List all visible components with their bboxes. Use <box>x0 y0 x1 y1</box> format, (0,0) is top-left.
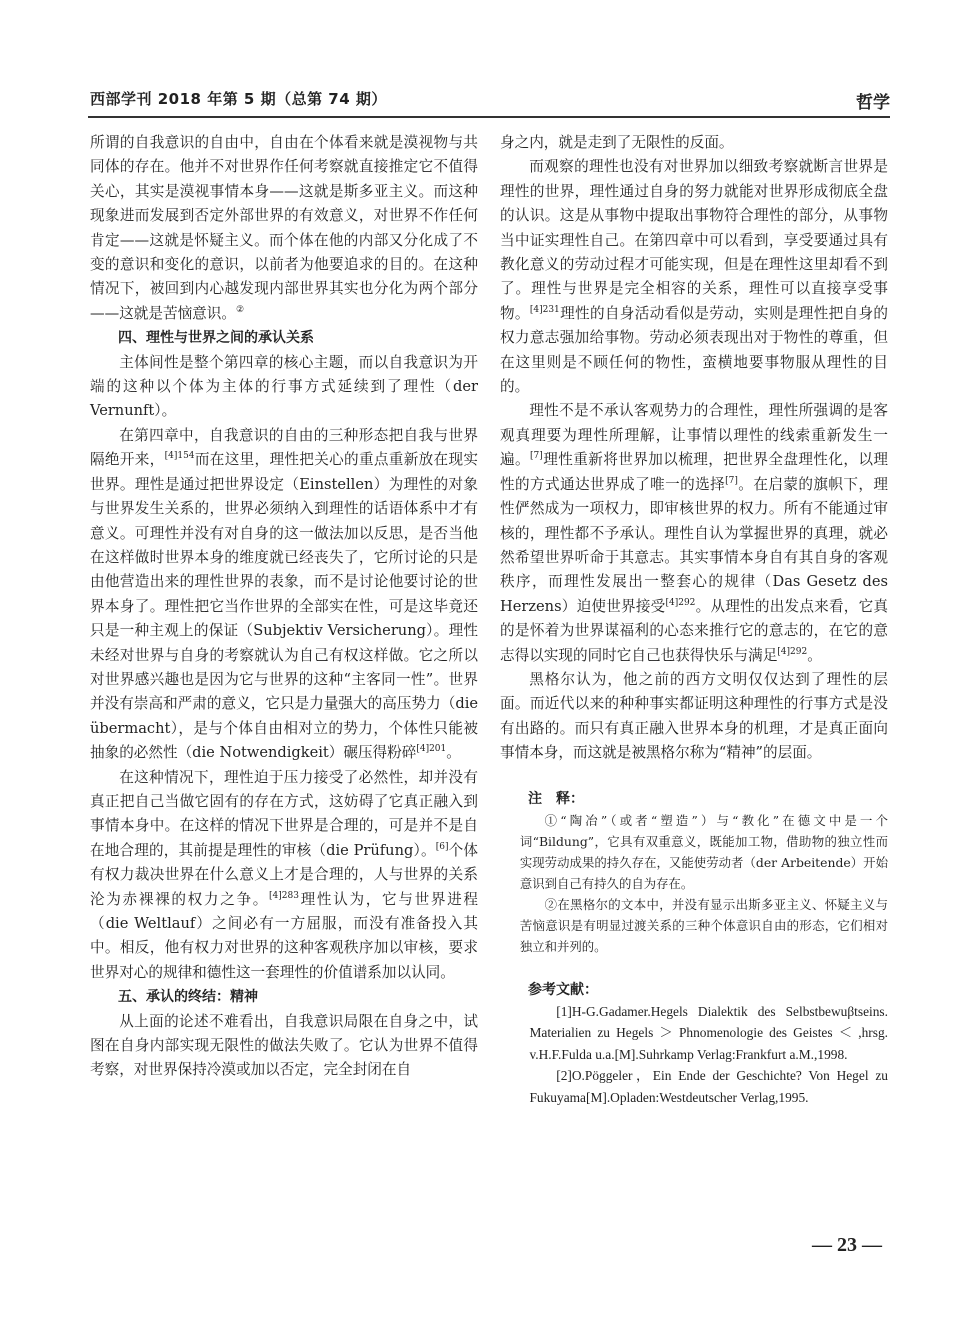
paragraph: 在这种情况下，理性迫于压力接受了必然性，却并没有真正把自己当做它固有的存在方式，这妨碍了它真正融入到事情本身中。在这样的情况下世界是合理的，可是并不是自在地合理的，其前提是理性的审核（die Prüfung）。[6]个体有权力裁决世界在什么意义上才是合理的，人与世界的关系沦为赤裸裸的权力之争。$^{[4]283}$理性认为，它与世界进程（die Weltlauf）之间必有一方屈服，而没有准备投入其中。相反，他有权力对世界的这种客观秩序加以审核，要求世界对心的规律和德性这一套理性的价值谱系加以认同。 <box>90 768 478 981</box>
section-label: 哲学 <box>856 93 890 113</box>
paragraph: 从上面的论述不难看出，自我意识局限在自身之中，试图在自身内部实现无限性的做法失败了。它认为世界不值得考察，对世界保持冷漠或加以否定，完全封闭在自 <box>90 1012 478 1079</box>
note-item: ②在黑格尔的文本中，并没有显示出斯多亚主义、怀疑主义与苦恼意识是有明显过渡关系的三种个体意识自由的形态，它们相对独立和并列的。 <box>519 896 888 954</box>
journal-title: 西部学刊 2018 年第 5 期（总第 74 期） <box>90 90 387 108</box>
paragraph: 身之内，就是走到了无限性的反面。 <box>500 134 734 151</box>
paragraph: 理性不是不承认客观势力的合理性，理性所强调的是客观真理要为理性所理解，让事情以理性的线索重新发生一遍。[7]理性重新将世界加以梳理，把世界全盘理性化，以理性的方式通达世界成了唯一的选择[7]。在启蒙的旗帜下，理性俨然成为一项权力，即审核世界的权力。所有不能通过审核的，理性都不予承认。理性自认为掌握世界的真理，就必然希望世界听命于其意志。其实事情本身自有其自身的客观秩序，而理性发展出一整套心的规律（Das Gesetz des Herzens）迫使世界接受$^{[4]292}$。从理性的出发点来看，它真的是怀着为世界谋福利的心态来推行它的意志的，在它的意志得以实现的同时它自己也获得快乐与满足$^{[4]292}$。 <box>500 402 888 664</box>
section-heading: 五、承认的终结：精神 <box>118 989 258 1006</box>
reference-item: [1]H-G.Gadamer.Hegels Dialektik des Selbstbewuβtseins. Materialien zu Hegels ＞ Phnomenologie des Geistes ＜ ,hrsg. v.H.F.Fulda u.a.[M].Suhrkamp Verlag:Frankfurt a.M.,1998. <box>529 1003 888 1062</box>
page-header <box>90 84 890 118</box>
references-title: 参考文献： <box>528 981 598 998</box>
reference-item: [2]O.Pöggeler，Ein Ende der Geschichte? Von Hegel zu Fukuyama[M].Opladen:Westdeutscher Verlag,1995. <box>529 1068 888 1105</box>
left-column <box>90 131 478 1083</box>
page-number: — 23 — <box>812 1234 882 1256</box>
paragraph: 在第四章中，自我意识的自由的三种形态把自我与世界隔绝开来，$^{[4]154}$而在这里，理性把关心的重点重新放在现实世界。理性是通过把世界设定（Einstellen）为理性的对象与世界发生关系的，世界必须纳入到理性的话语体系中才有意义。可理性并没有对自身的这一做法加以反思，是否当他在这样做时世界本身的维度就已经丧失了，它所讨论的只是由他营造出来的理性世界的表象，而不是讨论他要讨论的世界本身了。理性把它当作世界的全部实在性，可是这毕竟还只是一种主观上的保证（Subjektiv Versicherung）。理性未经对世界与自身的考察就认为自己有权这样做。它之所以对世界感兴趣也是因为它与世界的这种“主客同一性”。世界并没有崇高和严肃的意义，它只是力量强大的高压势力（die übermacht），是与个体自由相对立的势力，个体性只能被抽象的必然性（die Notwendigkeit）碾压得粉碎$^{[4]201}$。 <box>90 426 478 762</box>
right-column <box>500 131 888 1109</box>
note-item: ①“陶冶”（或者“塑造”）与“教化”在德文中是一个词“Bildung”，它具有双重意义，既能加工物，借助物的独立性而实现劳动成果的持久存在，又能使劳动者（der Arbeitende）开始意识到自己有持久的自为存在。 <box>519 812 888 891</box>
paragraph: 所谓的自我意识的自由中，自由在个体看来就是漠视物与共同体的存在。他并不对世界作任何考察就直接推定它不值得关心，其实是漠视事情本身——这就是斯多亚主义。而这种现象进而发展到否定外部世界的有效意义，对世界不作任何肯定——这就是怀疑主义。而个体在他的内部又分化成了不变的意识和变化的意识，以前者为他要追求的目的。在这种情况下，被回到内心越发现内部世界其实也分化为两个部分——这就是苦恼意识。② <box>90 134 478 322</box>
notes-title: 注 释： <box>528 790 584 807</box>
header-rule <box>88 116 890 118</box>
paragraph: 主体间性是整个第四章的核心主题，而以自我意识为开端的这种以个体为主体的行事方式延续到了理性（der Vernunft）。 <box>90 353 478 420</box>
section-heading: 四、理性与世界之间的承认关系 <box>118 330 314 347</box>
paragraph: 黑格尔认为，他之前的西方文明仅仅达到了理性的层面。而近代以来的种种事实都证明这种理性的行事方式是没有出路的。而只有真正融入世界本身的机理，才是真正面向事情本身，而这就是被黑格尔称为“精神”的层面。 <box>500 670 888 762</box>
paragraph: 而观察的理性也没有对世界加以细致考察就断言世界是理性的世界，理性通过自身的努力就能对世界形成彻底全盘的认识。这是从事物中提取出事物符合理性的部分，从事物当中证实理性自己。在第四章中可以看到，享受要通过具有教化意义的劳动过程才可能实现，但是在理性这里却看不到了。理性与世界是完全相容的关系，理性可以直接享受事物。$^{[4]231}$理性的自身活动看似是劳动，实则是理性把自身的权力意志强加给事物。劳动必须表现出对于物性的尊重，但在这里则是不顾任何的物性，蛮横地要事物服从理性的目的。 <box>500 158 888 396</box>
